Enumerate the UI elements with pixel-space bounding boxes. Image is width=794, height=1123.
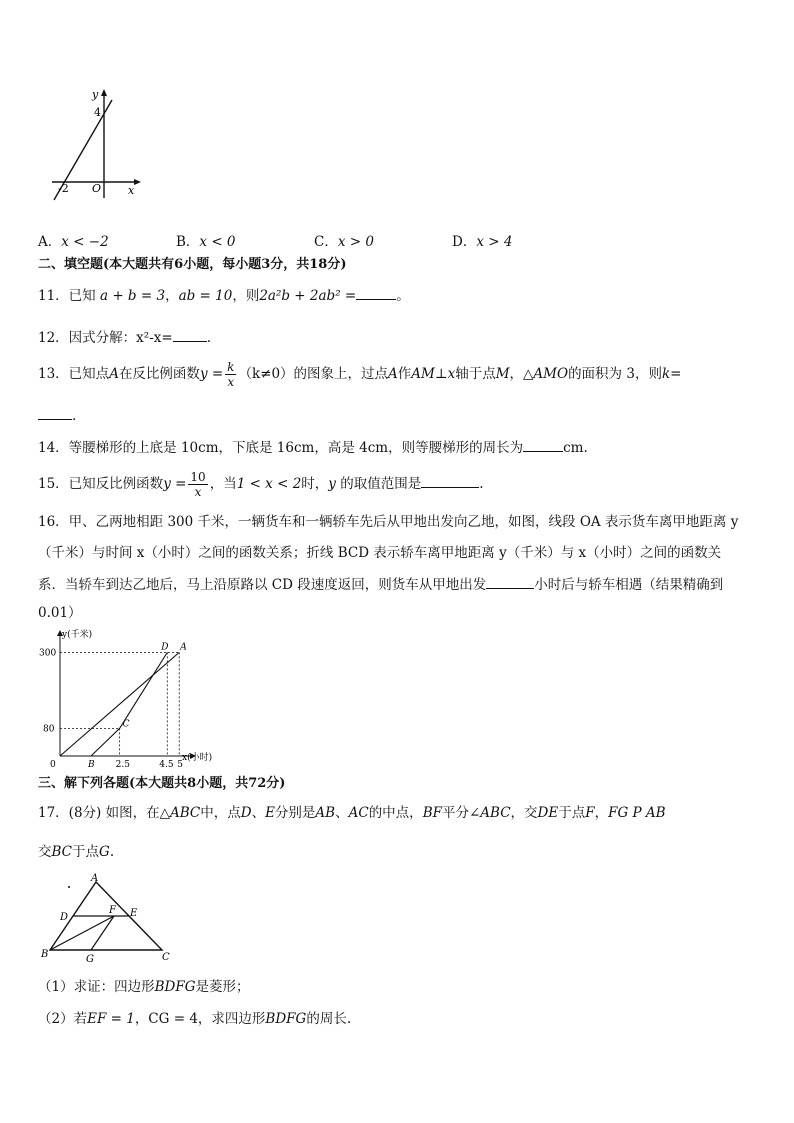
y-axis-arrow-icon	[101, 89, 107, 96]
distance-time-chart	[34, 628, 224, 770]
answer-blank	[173, 328, 207, 342]
segment-fg	[91, 916, 114, 950]
x-axis-label: x(小时)	[182, 753, 213, 763]
question-17-line-2: 交BC于点G.	[38, 844, 115, 860]
label-d: D	[60, 912, 69, 923]
label-e: E	[130, 908, 138, 919]
y-axis-label: y(千米)	[62, 630, 93, 640]
fraction-10-over-x: $\frac{10}{x}$	[190, 470, 206, 499]
question-14: 14．等腰梯形的上底是 10cm，下底是 16cm，高是 4cm，则等腰梯形的周长为 cm.	[38, 440, 588, 456]
answer-blank	[523, 438, 563, 452]
answer-blank	[356, 286, 396, 300]
fraction-k-over-x: $\frac{k}{x}$	[227, 360, 235, 389]
answer-blank	[38, 406, 72, 420]
x-tick-b: B	[88, 760, 95, 770]
option-b: B．x < 0	[176, 234, 236, 250]
y-tick-300: 300	[39, 648, 57, 659]
answer-blank	[486, 575, 534, 589]
label-f: F	[109, 905, 116, 916]
point-dot-icon	[68, 886, 70, 888]
x-label: x	[128, 184, 135, 197]
tick-neg2: -2	[58, 182, 69, 195]
option-a: A．x < −2	[38, 234, 109, 250]
tick-4: 4	[94, 106, 101, 119]
triangle-figure	[38, 872, 178, 964]
label-b: B	[41, 949, 49, 960]
section-2-title: 二、填空题(本大题共有6小题，每小题3分，共18分)	[38, 257, 347, 272]
label-a: A	[91, 873, 99, 884]
question-16-line-1: 16．甲、乙两地相距 300 千米，一辆货车和一辆轿车先后从甲地出发向乙地，如图，线段 OA 表示货车离甲地距离 y	[38, 514, 739, 530]
x-tick-5: 5	[177, 760, 183, 770]
question-12: 12．因式分解：x²-x= .	[38, 330, 211, 346]
point-c: C	[122, 719, 130, 730]
question-16-line-3: 系．当轿车到达乙地后，马上沿原路以 CD 段速度返回，则货车从甲地出发 小时后与轿车相遇（结果精确到	[38, 577, 724, 593]
point-d: D	[161, 642, 169, 653]
question-11: 11．已知 a + b = 3，ab = 10，则2a²b + 2ab² = 。	[38, 288, 410, 304]
question-13: 13．已知点A在反比例函数y = $\frac{k}{x}$ （k≠0）的图象上，过点A作AM⊥x轴于点M，△AMO的面积为 3，则k=	[38, 360, 682, 389]
q10-graph	[48, 86, 143, 204]
question-13-blank-line: .	[38, 406, 76, 425]
section-3-title: 三、解下列各题(本大题共8小题，共72分)	[38, 776, 286, 791]
origin-label: O	[92, 182, 102, 195]
x-axis-arrow-icon	[134, 179, 141, 185]
question-16-line-4: 0.01）	[38, 605, 82, 621]
question-15: 15．已知反比例函数y = $\frac{10}{x}$ ，当1 < x < 2时，y 的取值范围是 .	[38, 470, 484, 499]
x-tick-0: 0	[50, 760, 56, 770]
option-c: C．x > 0	[314, 234, 374, 250]
x-tick-4.5: 4.5	[159, 760, 174, 770]
point-a: A	[180, 642, 187, 653]
question-17-part-1: （1）求证：四边形BDFG是菱形；	[38, 979, 250, 995]
x-tick-2.5: 2.5	[115, 760, 130, 770]
question-17-part-2: （2）若EF = 1，CG = 4，求四边形BDFG的周长.	[38, 1011, 352, 1027]
label-c: C	[162, 952, 170, 963]
question-17-line-1: 17．(8分) 如图，在△ABC中，点D、E分别是AB、AC的中点，BF平分∠ABC，交DE于点F，FG P AB	[38, 805, 666, 821]
y-tick-80: 80	[43, 724, 55, 735]
question-16-line-2: （千米）与时间 x（小时）之间的函数关系；折线 BCD 表示轿车离甲地距离 y（千米）与 x（小时）之间的函数关	[38, 545, 722, 561]
y-label: y	[92, 88, 99, 101]
option-d: D．x > 4	[452, 234, 513, 250]
answer-blank	[421, 474, 479, 488]
series-line-BCD	[91, 652, 167, 756]
label-g: G	[86, 954, 94, 964]
